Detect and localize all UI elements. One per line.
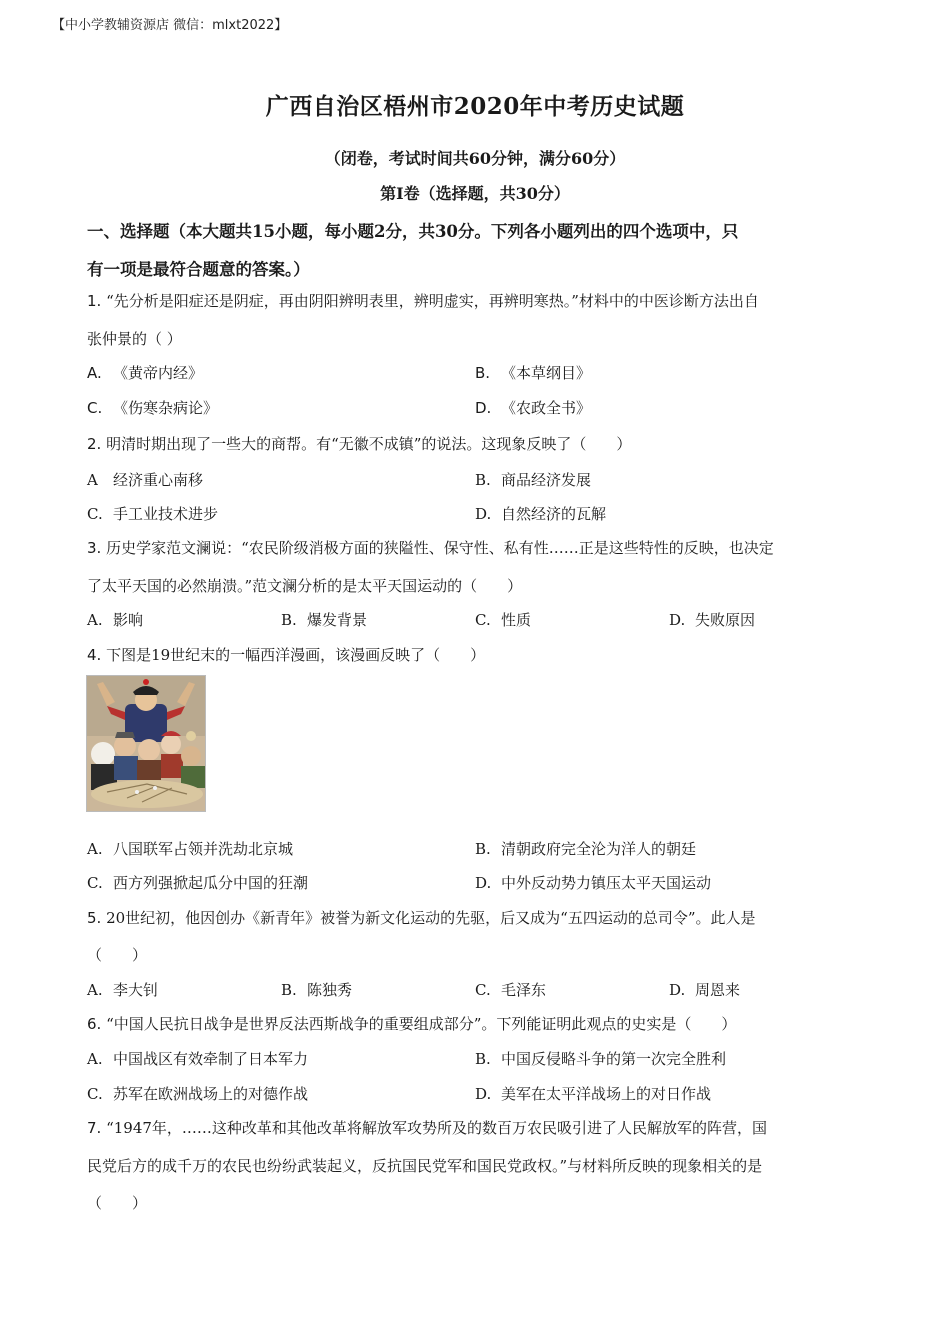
question-text: 20世纪初，他因创办《新青年》被誉为新文化运动的先驱，后又成为“五四运动的总司令”。此人是 [106,909,756,927]
question-number: 3. [87,539,102,557]
q3-option-d[interactable] [669,609,755,630]
option-text: 清朝政府完全沦为洋人的朝廷 [501,840,697,858]
option-label: C. [87,874,103,892]
question-7-stem-cont [87,1155,762,1176]
q2-option-c[interactable] [87,503,218,524]
option-text: 《本草纲目》 [501,364,592,382]
q6-option-d[interactable] [475,1083,711,1104]
q4-option-c[interactable] [87,872,308,893]
question-2-stem [87,433,631,454]
question-number: 7. [87,1119,102,1137]
option-text: 中国反侵略斗争的第一次完全胜利 [501,1050,727,1068]
question-text: 了太平天国的必然崩溃。”范文澜分析的是太平天国运动的（ ） [87,577,523,595]
question-text: “1947年，……这种改革和其他改革将解放军攻势所及的数百万农民吸引进了人民解放军的阵营，国 [106,1119,767,1137]
option-text: 失败原因 [695,611,756,629]
option-label: C. [475,981,491,999]
question-3-stem-cont [87,575,522,596]
question-number: 2. [87,435,102,453]
question-text: （ ） [87,946,148,964]
question-text: 民党后方的成千万的农民也纷纷武装起义，反抗国民党军和国民党政权。”与材料所反映的现象相关的是 [87,1157,763,1175]
question-5-stem-cont [87,944,147,965]
q3-option-b[interactable] [281,609,367,630]
q4-option-d[interactable] [475,872,711,893]
q3-option-c[interactable] [475,609,531,630]
header-watermark-note: 【中小学教辅资源店 微信：mlxt2022】 [52,18,288,33]
question-text: 明清时期出现了一些大的商帮。有“无徽不成镇”的说法。这现象反映了（ ） [106,435,632,453]
section-heading [87,213,867,289]
volume-title: 第Ⅰ卷（选择题，共30分） [380,184,570,203]
option-text: 八国联军占领并洗劫北京城 [113,840,294,858]
option-label: D. [669,981,686,999]
q5-option-d[interactable] [669,979,740,1000]
option-label: D. [475,1085,492,1103]
question-1-stem-cont [87,328,182,349]
cartoon-image [86,675,206,812]
option-label: C. [87,399,103,417]
option-label: B. [281,611,297,629]
option-text: 商品经济发展 [501,471,592,489]
q3-option-a[interactable] [87,609,143,630]
section-heading-line: 一、选择题（本大题共15小题，每小题2分，共30分。下列各小题列出的四个选项中，只 [87,222,739,241]
option-label: A. [87,364,102,382]
option-text: 经济重心南移 [113,471,204,489]
question-3-stem [87,537,774,558]
option-label: D. [475,505,492,523]
q5-option-c[interactable] [475,979,546,1000]
q1-option-d[interactable] [475,397,591,418]
option-label: B. [475,1050,491,1068]
option-label: B. [475,840,491,858]
option-text: 周恩来 [695,981,741,999]
q5-option-a[interactable] [87,979,158,1000]
question-text: 下图是19世纪末的一幅西洋漫画，该漫画反映了（ ） [106,646,486,664]
question-text: （ ） [87,1194,148,1212]
cartoon-illustration [87,676,205,811]
q1-option-c[interactable] [87,397,218,418]
option-label: C. [87,1085,103,1103]
option-text: 影响 [113,611,144,629]
option-text: 中国战区有效牵制了日本军力 [113,1050,309,1068]
q6-option-c[interactable] [87,1083,308,1104]
question-number: 6. [87,1015,102,1033]
option-label: D. [669,611,686,629]
section-heading-line: 有一项是最符合题意的答案。） [87,260,310,279]
option-text: 苏军在欧洲战场上的对德作战 [113,1085,309,1103]
question-7-stem-cont [87,1192,147,1213]
option-text: 毛泽东 [501,981,547,999]
exam-subtitle: （闭卷，考试时间共60分钟，满分60分） [324,149,626,168]
option-text: 《农政全书》 [501,399,592,417]
option-label: A. [87,840,103,858]
page-title: 广西自治区梧州市2020年中考历史试题 [265,93,685,120]
question-4-stem [87,644,485,665]
option-text: 《伤寒杂病论》 [113,399,219,417]
q2-option-a[interactable] [87,469,203,490]
option-text: 李大钊 [113,981,159,999]
option-text: 自然经济的瓦解 [501,505,607,523]
q5-option-b[interactable] [281,979,352,1000]
option-text: 手工业技术进步 [113,505,219,523]
option-label: A. [87,611,103,629]
option-label: A. [87,1050,103,1068]
question-text: “先分析是阳症还是阴症，再由阴阳辨明表里，辨明虚实，再辨明寒热。”材料中的中医诊断方法出自 [106,292,759,310]
option-label: B. [281,981,297,999]
q4-option-a[interactable] [87,838,293,859]
option-text: 美军在太平洋战场上的对日作战 [501,1085,712,1103]
q2-option-d[interactable] [475,503,606,524]
question-number: 5. [87,909,102,927]
question-number: 4. [87,646,102,664]
question-number: 1. [87,292,102,310]
q6-option-b[interactable] [475,1048,726,1069]
question-1-stem [87,290,759,311]
option-text: 爆发背景 [307,611,368,629]
question-7-stem [87,1117,767,1138]
option-text: 《黄帝内经》 [113,364,204,382]
option-label: D. [475,874,492,892]
option-label: A [87,471,98,489]
option-text: 性质 [501,611,532,629]
q2-option-b[interactable] [475,469,591,490]
question-6-stem [87,1013,736,1034]
q4-option-b[interactable] [475,838,696,859]
option-text: 陈独秀 [307,981,353,999]
question-5-stem [87,907,756,928]
option-label: A. [87,981,103,999]
option-label: C. [475,611,491,629]
option-label: B. [475,471,491,489]
option-label: D. [475,399,492,417]
option-label: B. [475,364,491,382]
q6-option-a[interactable] [87,1048,308,1069]
option-text: 中外反动势力镇压太平天国运动 [501,874,712,892]
option-label: C. [87,505,103,523]
q1-option-b[interactable] [475,362,591,383]
q1-option-a[interactable] [87,362,203,383]
question-text: 历史学家范文澜说：“农民阶级消极方面的狭隘性、保守性、私有性……正是这些特性的反映，也决定 [106,539,774,557]
option-text: 西方列强掀起瓜分中国的狂潮 [113,874,309,892]
question-text: 张仲景的（ ） [87,330,182,348]
question-text: “中国人民抗日战争是世界反法西斯战争的重要组成部分”。下列能证明此观点的史实是（ ） [106,1015,737,1033]
